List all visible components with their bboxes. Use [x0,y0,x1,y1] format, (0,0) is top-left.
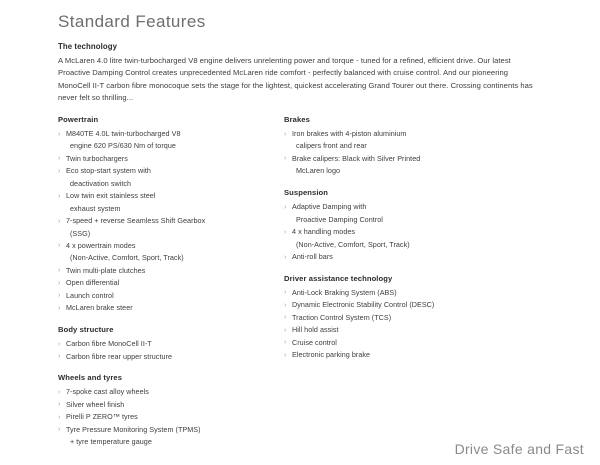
feature-group-title: Wheels and tyres [58,373,123,383]
list-item: › Hill hold assist [284,325,478,336]
feature-group [284,115,478,177]
list-item: › Cruise control [284,338,478,349]
feature-column-left [58,115,252,459]
list-item: › Launch control [58,291,252,302]
footer-tagline: Drive Safe and Fast [454,441,584,457]
intro-section [58,42,538,104]
list-item: › Anti-roll bars [284,252,478,263]
list-item: › McLaren brake steer [58,303,252,314]
feature-list [58,339,252,362]
list-item: (SSG) [70,228,91,238]
feature-group [284,188,478,263]
list-item: calipers front and rear [296,141,367,151]
list-item: › Carbon fibre rear upper structure [58,352,252,363]
list-item: › Anti-Lock Braking System (ABS) [284,288,478,299]
list-item: › Brake calipers: Black with Silver Printed [284,154,478,165]
feature-list [284,288,478,361]
list-item: › Twin multi-plate clutches [58,266,252,277]
list-item: › 4 x handling modes [284,227,478,238]
list-item: › Tyre Pressure Monitoring System (TPMS) [58,425,252,436]
list-item: exhaust system [70,203,121,213]
feature-group [284,274,478,361]
list-item: › M840TE 4.0L twin-turbocharged V8 [58,129,252,140]
list-item: McLaren logo [296,166,341,176]
page-title: Standard Features [58,12,206,31]
list-item: › Twin turbochargers [58,154,252,165]
list-item: › Electronic parking brake [284,350,478,361]
intro-heading: The technology [58,42,118,51]
feature-columns [58,115,548,459]
list-item: › 7-speed + reverse Seamless Shift Gearbox [58,216,252,227]
feature-group-title: Suspension [284,188,329,198]
feature-column-right [284,115,478,459]
list-item: › Carbon fibre MonoCell II-T [58,339,252,350]
list-item: (Non-Active, Comfort, Sport, Track) [296,239,410,249]
list-item: deactivation switch [70,178,132,188]
feature-list [58,129,252,314]
list-item: › Adaptive Damping with [284,202,478,213]
list-item: › Dynamic Electronic Stability Control (DESC) [284,300,478,311]
feature-group [58,115,252,314]
list-item: › Low twin exit stainless steel [58,191,252,202]
feature-group [58,325,252,362]
feature-group-title: Brakes [284,115,310,124]
list-item: › Traction Control System (TCS) [284,313,478,324]
list-item: (Non-Active, Comfort, Sport, Track) [70,253,184,263]
list-item: › Silver wheel finish [58,400,252,411]
feature-list [58,387,252,448]
feature-group [58,373,252,448]
feature-group-title: Body structure [58,325,114,335]
list-item: › Iron brakes with 4-piston aluminium [284,129,478,140]
feature-group-title: Powertrain [58,115,99,124]
list-item: › 4 x powertrain modes [58,241,252,252]
list-item: › Open differential [58,278,252,289]
feature-list [284,129,478,177]
list-item: › Pirelli P ZERO™ tyres [58,412,252,423]
list-item: › 7-spoke cast alloy wheels [58,387,252,398]
feature-group-title: Driver assistance technology [284,273,393,283]
list-item: engine 620 PS/630 Nm of torque [70,141,176,151]
feature-list [284,202,478,263]
list-item: Proactive Damping Control [296,214,383,224]
list-item: › Eco stop-start system with [58,166,252,177]
intro-body: A McLaren 4.0 litre twin-turbocharged V8 engine delivers unrelenting power and torque - tuned for a refined, efficient drive. Our latest Proactive Damping Control creates unprecedented McLaren ride comfort - perfectly balanced with cruise control. And our pioneering MonoCell II-T carbon fibre monocoque sets the stage for the lightest, quickest accelerating Grand Tourer out there. Crossing continents has never felt so thrilling... [58,56,533,102]
list-item: + tyre temperature gauge [70,437,152,447]
